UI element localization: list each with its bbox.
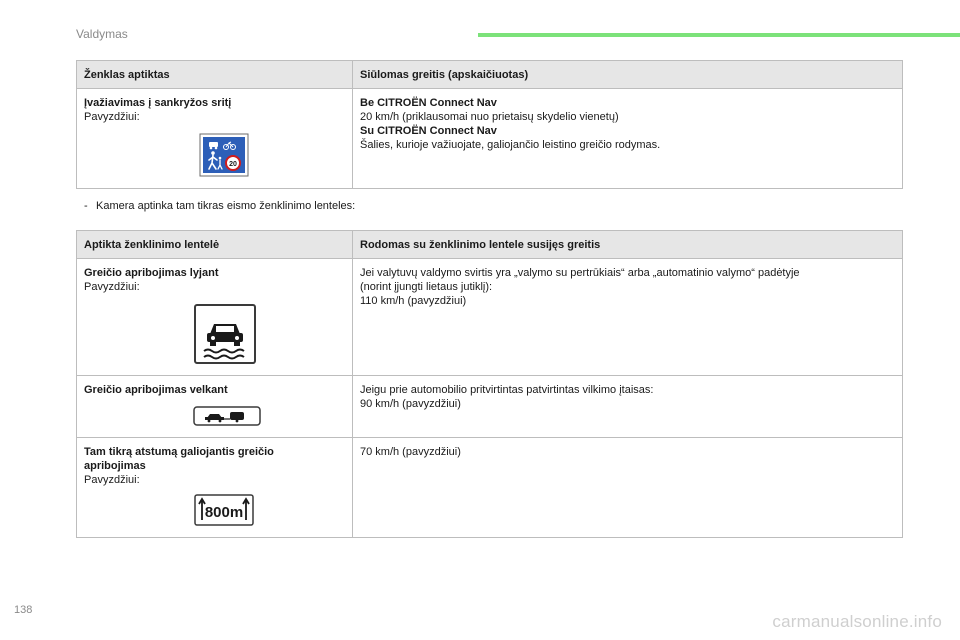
- speed-cell: [353, 376, 903, 438]
- speed-cell: [353, 259, 903, 376]
- variant-text: 20 km/h (priklausomai nuo prietaisų skydelio vienetų): [360, 111, 619, 123]
- speed-text: 70 km/h (pavyzdžiui): [360, 446, 461, 458]
- table-row: [77, 259, 903, 376]
- sign-panel-table: [76, 230, 903, 538]
- table-row: [77, 89, 903, 189]
- page-number: 138: [14, 604, 33, 616]
- speed-text: 90 km/h (pavyzdžiui): [360, 398, 461, 410]
- speed-text: Jeigu prie automobilio pritvirtintas patvirtintas vilkimo įtaisas:: [360, 384, 654, 396]
- car-with-trailer-sign-icon: [193, 406, 345, 430]
- row-title: Tam tikrą atstumą galiojantis greičio: [84, 446, 274, 458]
- example-label: Pavyzdžiui:: [84, 281, 140, 293]
- example-label: Pavyzdžiui:: [84, 474, 140, 486]
- residential-zone-sign-icon: [199, 133, 345, 181]
- speed-text: (norint įjungti lietaus jutiklį):: [360, 281, 493, 293]
- table-row: [77, 376, 903, 438]
- bullet-item: [84, 200, 355, 212]
- bullet-text: Kamera aptinka tam tikras eismo ženklinimo lenteles:: [96, 200, 356, 212]
- rain-car-sign-icon: [194, 304, 345, 368]
- column-header: Rodomas su ženklinimo lentele susijęs greitis: [353, 231, 903, 259]
- row-title: Greičio apribojimas lyjant: [84, 267, 219, 279]
- column-header: Ženklas aptiktas: [77, 61, 353, 89]
- distance-800m-sign-icon: [194, 494, 345, 530]
- accent-bar: [478, 33, 960, 37]
- table-header-row: [77, 61, 903, 89]
- speed-limit-value: 20: [229, 161, 237, 168]
- sign-cell: [77, 259, 353, 376]
- sign-cell: [77, 89, 353, 189]
- variant-label: Be CITROËN Connect Nav: [360, 97, 497, 109]
- distance-value: 800m: [204, 504, 244, 521]
- section-title: Valdymas: [76, 27, 128, 41]
- speed-cell: [353, 89, 903, 189]
- table-row: [77, 438, 903, 538]
- row-title: Greičio apribojimas velkant: [84, 384, 228, 396]
- variant-label: Su CITROËN Connect Nav: [360, 125, 497, 137]
- example-label: Pavyzdžiui:: [84, 111, 140, 123]
- column-header: Aptikta ženklinimo lentelė: [77, 231, 353, 259]
- variant-text: Šalies, kurioje važiuojate, galiojančio leistino greičio rodymas.: [360, 139, 661, 151]
- row-title: Įvažiavimas į sankryžos sritį: [84, 97, 232, 109]
- sign-detected-table: [76, 60, 903, 189]
- speed-text: Jei valytuvų valdymo svirtis yra „valymo su pertrūkiais“ arba „automatinio valymo“ padėtyje: [360, 267, 800, 279]
- watermark: carmanualsonline.info: [772, 612, 942, 631]
- speed-cell: [353, 438, 903, 538]
- sign-cell: [77, 376, 353, 438]
- speed-text: 110 km/h (pavyzdžiui): [360, 295, 467, 307]
- row-title: apribojimas: [84, 460, 146, 472]
- table-header-row: [77, 231, 903, 259]
- bullet-dash: -: [84, 200, 88, 212]
- sign-cell: [77, 438, 353, 538]
- column-header: Siūlomas greitis (apskaičiuotas): [353, 61, 903, 89]
